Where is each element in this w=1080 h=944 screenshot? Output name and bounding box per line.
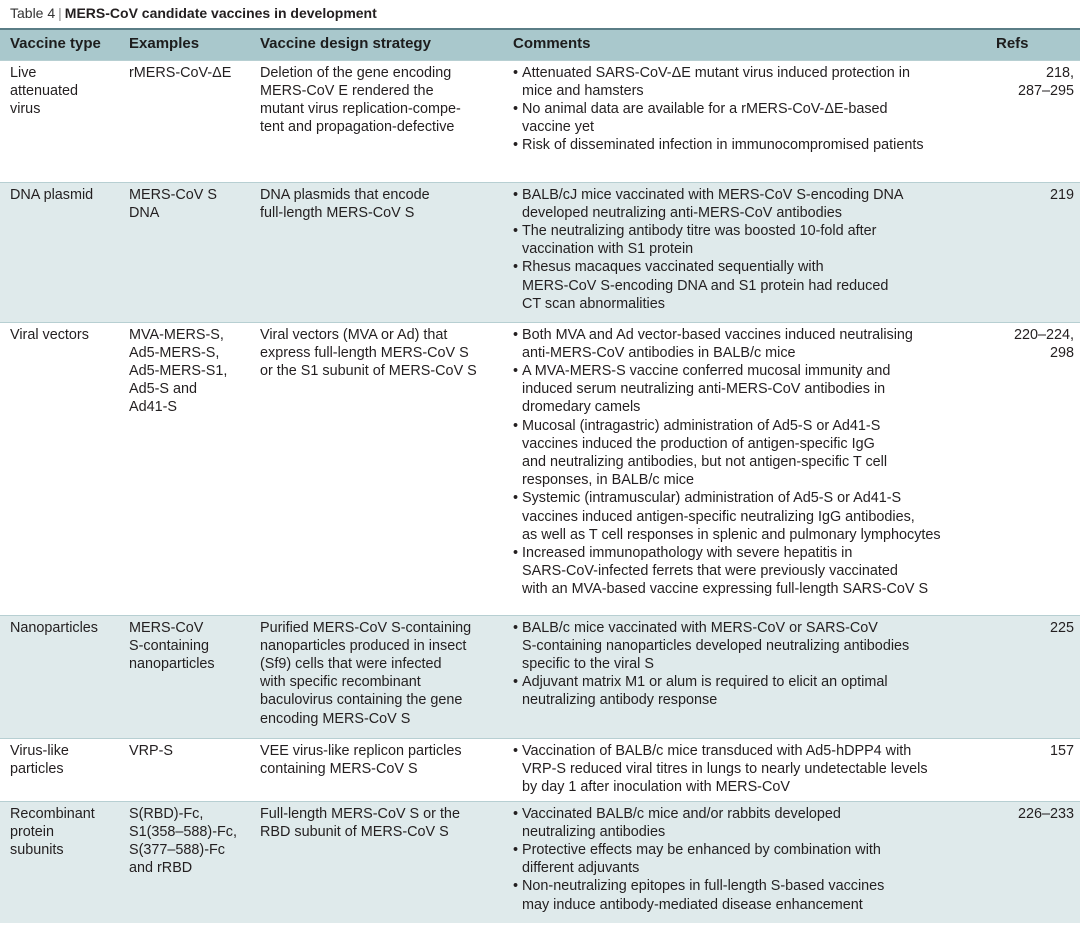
design-strategy-text: encoding MERS-CoV S xyxy=(260,710,411,727)
comment-text: different adjuvants xyxy=(522,860,640,877)
design-strategy-text: (Sf9) cells that were infected xyxy=(260,655,442,672)
comment-text: vaccination with S1 protein xyxy=(522,241,694,258)
comment-bullet xyxy=(513,258,980,313)
examples-cell xyxy=(119,60,250,182)
vaccine-type-cell xyxy=(0,615,119,738)
vaccine-type-text: attenuated xyxy=(10,82,79,99)
vaccine-type-cell xyxy=(0,322,119,615)
comment-text: dromedary camels xyxy=(522,399,641,416)
examples-text: Ad5-S and xyxy=(129,381,198,398)
comment-text: and neutralizing antibodies, but not antigen-specific T cell xyxy=(522,453,888,470)
comment-text: responses, in BALB/c mice xyxy=(522,472,694,489)
comment-text: • No animal data are available for a rMERS-CoV-ΔE-based xyxy=(522,100,888,117)
comment-bullet xyxy=(513,544,980,599)
examples-text: Ad5-MERS-S1, xyxy=(129,362,228,379)
refs-cell xyxy=(986,182,1080,322)
design-strategy-cell xyxy=(250,801,503,923)
design-strategy-text: DNA plasmids that encode xyxy=(260,186,430,203)
comment-text: • Increased immunopathology with severe hepatitis in xyxy=(522,544,853,561)
comment-bullet xyxy=(513,673,980,709)
caption-separator: | xyxy=(58,5,62,21)
refs-text: 157 xyxy=(1049,742,1074,759)
refs-text: 226–233 xyxy=(1017,805,1074,822)
vaccine-type-text: Virus-like xyxy=(10,742,69,759)
comment-bullet xyxy=(513,100,980,136)
comment-text: • BALB/c mice vaccinated with MERS-CoV or SARS-CoV xyxy=(522,619,878,636)
design-strategy-text: containing MERS-CoV S xyxy=(260,760,418,777)
comment-text: specific to the viral S xyxy=(522,655,654,672)
examples-text: VRP-S xyxy=(129,742,173,759)
comment-text: mice and hamsters xyxy=(522,82,644,99)
examples-cell xyxy=(119,738,250,801)
design-strategy-text: MERS-CoV E rendered the xyxy=(260,82,434,99)
comment-text: • Rhesus macaques vaccinated sequentially with xyxy=(522,259,824,276)
comment-text: with an MVA-based vaccine expressing full-length SARS-CoV S xyxy=(522,581,929,598)
vaccine-type-text: subunits xyxy=(10,841,64,858)
vaccine-type-cell xyxy=(0,60,119,182)
design-strategy-text: full-length MERS-CoV S xyxy=(260,204,415,221)
examples-text: Ad5-MERS-S, xyxy=(129,344,220,361)
comments-list xyxy=(513,619,980,710)
comment-bullet xyxy=(513,64,980,100)
comments-list xyxy=(513,742,980,797)
vaccine-type-text: Recombinant xyxy=(10,805,95,822)
examples-text: MERS-CoV xyxy=(129,619,204,636)
comment-text: induced serum neutralizing anti-MERS-CoV antibodies in xyxy=(522,381,886,398)
examples-text: MERS-CoV S xyxy=(129,186,217,203)
comment-bullet xyxy=(513,742,980,797)
comment-text: • BALB/cJ mice vaccinated with MERS-CoV S-encoding DNA xyxy=(522,186,904,203)
comment-bullet xyxy=(513,417,980,490)
table-label: Table 4 xyxy=(10,5,56,21)
vaccine-type-text: protein xyxy=(10,823,55,840)
header-examples: Examples xyxy=(119,30,250,60)
examples-text: and rRBD xyxy=(129,860,193,877)
examples-text: MVA-MERS-S, xyxy=(129,326,224,343)
comment-bullet xyxy=(513,877,980,913)
comment-text: may induce antibody-mediated disease enhancement xyxy=(522,896,863,913)
comments-list xyxy=(513,186,980,313)
examples-cell xyxy=(119,801,250,923)
vaccine-type-text: particles xyxy=(10,760,64,777)
comment-bullet xyxy=(513,136,980,154)
comment-bullet xyxy=(513,841,980,877)
comment-bullet xyxy=(513,619,980,674)
table-row xyxy=(0,60,1080,182)
design-strategy-text: or the S1 subunit of MERS-CoV S xyxy=(260,362,477,379)
comment-text: • Attenuated SARS-CoV-ΔE mutant virus induced protection in xyxy=(522,64,910,81)
refs-cell xyxy=(986,322,1080,615)
table-row xyxy=(0,322,1080,615)
comment-text: • Mucosal (intragastric) administration of Ad5-S or Ad41-S xyxy=(522,417,881,434)
comment-text: as well as T cell responses in splenic and pulmonary lymphocytes xyxy=(522,526,941,543)
design-strategy-text: VEE virus-like replicon particles xyxy=(260,742,462,759)
table-row xyxy=(0,801,1080,923)
design-strategy-text: baculovirus containing the gene xyxy=(260,692,463,709)
vaccine-type-text: Nanoparticles xyxy=(10,619,98,636)
refs-text: 287–295 xyxy=(1017,82,1074,99)
header-vaccine-type: Vaccine type xyxy=(0,30,119,60)
comment-text: neutralizing antibodies xyxy=(522,823,666,840)
vaccine-type-text: virus xyxy=(10,100,41,117)
examples-text: DNA xyxy=(129,204,160,221)
comment-text: by day 1 after inoculation with MERS-CoV xyxy=(522,778,790,795)
comment-text: vaccine yet xyxy=(522,119,594,136)
comments-list xyxy=(513,805,980,914)
comment-text: • Risk of disseminated infection in immunocompromised patients xyxy=(522,137,924,154)
comments-cell xyxy=(503,738,986,801)
examples-cell xyxy=(119,322,250,615)
comments-cell xyxy=(503,615,986,738)
design-strategy-cell xyxy=(250,182,503,322)
table-title: MERS-CoV candidate vaccines in development xyxy=(64,5,377,21)
comment-text: MERS-CoV S-encoding DNA and S1 protein had reduced xyxy=(522,277,889,294)
refs-cell xyxy=(986,738,1080,801)
comment-text: developed neutralizing anti-MERS-CoV antibodies xyxy=(522,204,842,221)
comment-text: SARS-CoV-infected ferrets that were previously vaccinated xyxy=(522,563,898,580)
comment-text: • Both MVA and Ad vector-based vaccines induced neutralising xyxy=(522,326,913,343)
vaccine-table xyxy=(0,30,1080,923)
comment-text: vaccines induced antigen-specific neutralizing IgG antibodies, xyxy=(522,508,915,525)
vaccine-type-cell xyxy=(0,182,119,322)
design-strategy-cell xyxy=(250,615,503,738)
examples-text: S(RBD)-Fc, xyxy=(129,805,204,822)
design-strategy-cell xyxy=(250,60,503,182)
comment-bullet xyxy=(513,222,980,258)
vaccine-type-cell xyxy=(0,738,119,801)
comment-bullet xyxy=(513,326,980,362)
refs-text: 220–224, xyxy=(1013,326,1074,343)
table-body xyxy=(0,60,1080,923)
comments-list xyxy=(513,326,980,599)
comments-cell xyxy=(503,322,986,615)
comment-text: anti-MERS-CoV antibodies in BALB/c mice xyxy=(522,344,796,361)
refs-text: 219 xyxy=(1049,186,1074,203)
refs-text: 225 xyxy=(1049,619,1074,636)
examples-text: S1(358–588)-Fc, xyxy=(129,823,237,840)
refs-cell xyxy=(986,615,1080,738)
header-comments: Comments xyxy=(503,30,986,60)
comment-text: • Vaccinated BALB/c mice and/or rabbits developed xyxy=(522,805,841,822)
design-strategy-text: mutant virus replication-compe- xyxy=(260,100,461,117)
examples-text: rMERS-CoV-ΔE xyxy=(129,64,232,81)
refs-cell xyxy=(986,801,1080,923)
design-strategy-text: Purified MERS-CoV S-containing xyxy=(260,619,472,636)
comments-cell xyxy=(503,60,986,182)
vaccine-type-text: DNA plasmid xyxy=(10,186,94,203)
design-strategy-text: Viral vectors (MVA or Ad) that xyxy=(260,326,448,343)
refs-text: 218, xyxy=(1045,64,1074,81)
table-caption xyxy=(10,4,377,26)
comment-text: CT scan abnormalities xyxy=(522,295,665,312)
examples-cell xyxy=(119,615,250,738)
design-strategy-cell xyxy=(250,322,503,615)
comment-text: • Non-neutralizing epitopes in full-length S-based vaccines xyxy=(522,878,885,895)
vaccine-type-text: Live xyxy=(10,64,37,81)
examples-text: nanoparticles xyxy=(129,655,215,672)
table-row xyxy=(0,182,1080,322)
design-strategy-text: RBD subunit of MERS-CoV S xyxy=(260,823,449,840)
comment-text: • Vaccination of BALB/c mice transduced with Ad5-hDPP4 with xyxy=(522,742,912,759)
table-row xyxy=(0,738,1080,801)
design-strategy-text: Deletion of the gene encoding xyxy=(260,64,452,81)
comments-list xyxy=(513,64,980,155)
comment-text: • Protective effects may be enhanced by combination with xyxy=(522,841,881,858)
comment-bullet xyxy=(513,362,980,417)
design-strategy-text: tent and propagation-defective xyxy=(260,119,455,136)
table-row xyxy=(0,615,1080,738)
design-strategy-text: with specific recombinant xyxy=(260,674,421,691)
design-strategy-text: Full-length MERS-CoV S or the xyxy=(260,805,460,822)
comment-bullet xyxy=(513,489,980,544)
comment-text: • Adjuvant matrix M1 or alum is required to elicit an optimal xyxy=(522,674,888,691)
comment-text: • The neutralizing antibody titre was boosted 10-fold after xyxy=(522,222,877,239)
design-strategy-text: express full-length MERS-CoV S xyxy=(260,344,469,361)
examples-cell xyxy=(119,182,250,322)
comment-bullet xyxy=(513,805,980,841)
comment-text: vaccines induced the production of antigen-specific IgG xyxy=(522,435,875,452)
examples-text: S-containing xyxy=(129,637,209,654)
comment-text: • Systemic (intramuscular) administration of Ad5-S or Ad41-S xyxy=(522,490,902,507)
comment-text: neutralizing antibody response xyxy=(522,692,718,709)
comment-text: S-containing nanoparticles developed neutralizing antibodies xyxy=(522,637,910,654)
table-header-row xyxy=(0,30,1080,60)
examples-text: S(377–588)-Fc xyxy=(129,841,225,858)
header-design-strategy: Vaccine design strategy xyxy=(250,30,503,60)
refs-text: 298 xyxy=(1049,344,1074,361)
comment-text: VRP-S reduced viral titres in lungs to nearly undetectable levels xyxy=(522,760,928,777)
comments-cell xyxy=(503,182,986,322)
comment-text: • A MVA-MERS-S vaccine conferred mucosal immunity and xyxy=(522,362,891,379)
examples-text: Ad41-S xyxy=(129,399,177,416)
header-refs: Refs xyxy=(986,30,1080,60)
refs-cell xyxy=(986,60,1080,182)
vaccine-type-text: Viral vectors xyxy=(10,326,89,343)
vaccine-type-cell xyxy=(0,801,119,923)
comments-cell xyxy=(503,801,986,923)
design-strategy-text: nanoparticles produced in insect xyxy=(260,637,467,654)
design-strategy-cell xyxy=(250,738,503,801)
comment-bullet xyxy=(513,186,980,222)
